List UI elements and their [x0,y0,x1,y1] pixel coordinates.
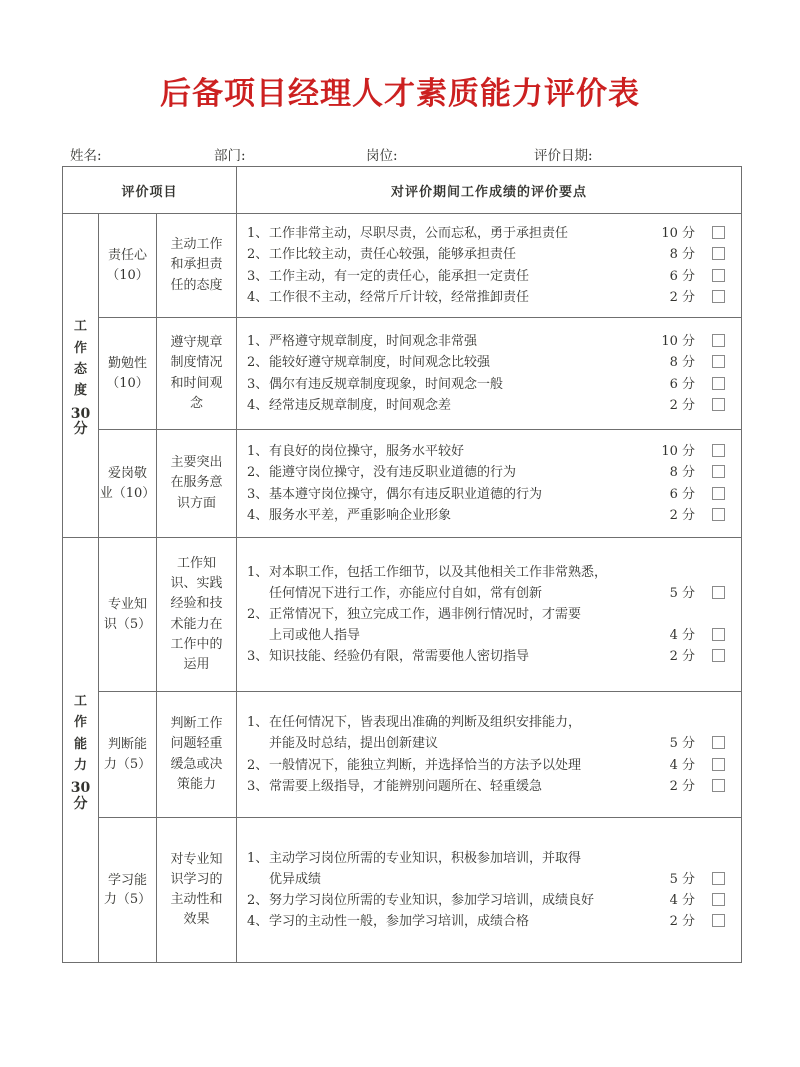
criteria-score: 10 分 [661,444,696,460]
checkbox-icon[interactable] [712,779,725,792]
checkbox-icon[interactable] [712,226,725,239]
criteria-checkbox-cell[interactable] [695,869,741,890]
checkbox-icon[interactable] [712,465,725,478]
criteria-score: 8 分 [669,465,696,481]
checkbox-icon[interactable] [712,398,725,411]
checkbox-icon[interactable] [712,247,725,260]
group-category-cell [63,538,99,963]
criteria-option-row[interactable] [247,776,741,797]
checkbox-icon[interactable] [712,290,725,303]
header-evaluation-criteria: 对评价期间工作成绩的评价要点 [237,167,742,214]
table-row [63,692,742,818]
criteria-score: 4 分 [669,893,696,908]
criteria-option-row[interactable] [247,374,741,395]
evaluation-item-description-cell: 对专业知 识学习的 主动性和 效果 [157,818,237,963]
evaluation-item-description-cell: 主动工作 和承担责 任的态度 [157,214,237,318]
criteria-checkbox-cell[interactable] [695,646,741,667]
criteria-text: 工作主动，有一定的责任心，能承担一定责任 [269,268,530,284]
criteria-text: 有良好的岗位操守，服务水平较好 [269,444,465,460]
criteria-score: 8 分 [669,247,696,263]
criteria-checkbox-cell[interactable] [695,484,741,505]
criteria-option-row[interactable] [247,266,741,287]
checkbox-icon[interactable] [712,758,725,771]
position-label: 岗位: [366,148,398,164]
evaluation-item-cell: 判断能 力（5） [99,692,157,818]
criteria-checkbox-cell[interactable] [695,244,741,265]
criteria-score: 4 分 [669,757,696,773]
criteria-number: 3、 [247,649,269,665]
criteria-checkbox-cell[interactable] [695,287,741,308]
criteria-checkbox-cell[interactable] [695,625,741,646]
info-row [62,144,742,162]
criteria-text: 严格遵守规章制度，时间观念非常强 [269,334,478,350]
criteria-cell [237,318,742,430]
criteria-cell [237,818,742,963]
criteria-number: 2、 [247,893,269,908]
criteria-score: 2 分 [669,649,696,665]
criteria-option-row[interactable] [247,890,741,911]
checkbox-icon[interactable] [712,487,725,500]
criteria-score: 5 分 [669,871,696,887]
criteria-cell [237,538,742,692]
criteria-text: 能遵守岗位操守，没有违反职业道德的行为 [269,465,517,481]
name-label: 姓名: [70,148,102,164]
group-category-score: 30 分 [70,405,91,438]
criteria-checkbox-cell[interactable] [695,395,741,416]
criteria-number: 2、 [247,465,269,481]
criteria-number: 1、 [247,564,269,580]
criteria-number: 4、 [247,507,269,523]
criteria-text: 经常违反规章制度，时间观念差 [269,397,452,413]
criteria-text: 一般情况下，能独立判断，并选择恰当的方法予以处理 [269,757,582,773]
checkbox-icon[interactable] [712,872,725,885]
criteria-option-row[interactable] [247,755,741,776]
criteria-checkbox-cell[interactable] [695,266,741,287]
criteria-text: 服务水平差，严重影响企业形象 [269,507,452,523]
criteria-cell [237,430,742,538]
criteria-text: 常需要上级指导，才能辨别问题所在、轻重缓急 [269,778,543,794]
evaluation-item-cell: 学习能 力（5） [99,818,157,963]
criteria-number: 3、 [247,486,269,502]
criteria-option-row[interactable] [247,223,741,244]
criteria-text: 工作很不主动，经常斤斤计较，经常推卸责任 [269,289,530,305]
criteria-number: 1、 [247,334,269,350]
criteria-checkbox-cell[interactable] [695,223,741,244]
criteria-score: 5 分 [669,585,696,601]
page-title: 后备项目经理人才素质能力评价表 [160,76,640,112]
criteria-text: 主动学习岗位所需的专业知识，积极参加培训，并取得 优异成绩 [269,850,582,887]
evaluation-item-description-cell: 判断工作 问题轻重 缓急或决 策能力 [157,692,237,818]
criteria-score: 2 分 [669,778,696,794]
criteria-text: 努力学习岗位所需的专业知识，参加学习培训，成绩良好 [269,893,595,908]
criteria-text: 工作比较主动，责任心较强，能够承担责任 [269,247,517,263]
criteria-number: 2、 [247,355,269,371]
criteria-option-row[interactable] [247,395,741,416]
group-category-score: 30 分 [70,780,91,812]
table-row [63,818,742,963]
checkbox-icon[interactable] [712,508,725,521]
criteria-cell [237,692,742,818]
criteria-option-row[interactable] [247,562,741,604]
evaluation-item-description-cell: 遵守规章 制度情况 和时间观 念 [157,318,237,430]
table-row [63,318,742,430]
criteria-checkbox-cell[interactable] [695,733,741,754]
checkbox-icon[interactable] [712,334,725,347]
evaluation-item-cell: 责任心 （10） [99,214,157,318]
criteria-checkbox-cell[interactable] [695,911,741,932]
criteria-score: 2 分 [669,397,696,413]
criteria-number: 3、 [247,778,269,794]
criteria-checkbox-cell[interactable] [695,462,741,483]
criteria-text: 工作非常主动，尽职尽责，公而忘私，勇于承担责任 [269,226,569,242]
criteria-text: 能较好遵守规章制度，时间观念比较强 [269,355,491,371]
evaluation-item-cell: 勤勉性 （10） [99,318,157,430]
criteria-option-row[interactable] [247,848,741,890]
criteria-number: 1、 [247,444,269,460]
table-row [63,214,742,318]
criteria-option-row[interactable] [247,462,741,483]
checkbox-icon[interactable] [712,444,725,457]
checkbox-icon[interactable] [712,628,725,641]
criteria-cell [237,214,742,318]
criteria-option-row[interactable] [247,352,741,373]
criteria-option-row[interactable] [247,505,741,526]
criteria-checkbox-cell[interactable] [695,583,741,604]
criteria-score: 4 分 [669,627,696,643]
evaluation-item-cell: 专业知 识（5） [99,538,157,692]
criteria-score: 2 分 [669,914,696,930]
checkbox-icon[interactable] [712,649,725,662]
criteria-checkbox-cell[interactable] [695,331,741,352]
criteria-checkbox-cell[interactable] [695,776,741,797]
criteria-text: 学习的主动性一般，参加学习培训，成绩合格 [269,914,530,930]
criteria-number: 1、 [247,226,269,242]
group-category-cell [63,214,99,538]
criteria-number: 2、 [247,606,269,622]
criteria-number: 2、 [247,247,269,263]
department-label: 部门: [214,148,246,164]
evaluation-item-cell: 爱岗敬 业（10） [99,430,157,538]
criteria-score: 6 分 [669,486,696,502]
criteria-option-row[interactable] [247,604,741,646]
table-header-row [63,167,742,214]
criteria-checkbox-cell[interactable] [695,890,741,911]
checkbox-icon[interactable] [712,355,725,368]
criteria-checkbox-cell[interactable] [695,505,741,526]
criteria-score: 2 分 [669,507,696,523]
criteria-number: 4、 [247,289,269,305]
checkbox-icon[interactable] [712,377,725,390]
criteria-option-row[interactable] [247,911,741,932]
criteria-text: 基本遵守岗位操守，偶尔有违反职业道德的行为 [269,486,543,502]
criteria-option-row[interactable] [247,712,741,754]
checkbox-icon[interactable] [712,269,725,282]
evaluation-table [62,166,742,963]
header-evaluation-item: 评价项目 [63,167,237,214]
criteria-score: 2 分 [669,289,696,305]
table-row [63,538,742,692]
criteria-text: 知识技能、经验仍有限，常需要他人密切指导 [269,649,530,665]
criteria-option-row[interactable] [247,331,741,352]
criteria-option-row[interactable] [247,287,741,308]
criteria-number: 2、 [247,757,269,773]
evaluation-date-label: 评价日期: [534,148,593,164]
criteria-checkbox-cell[interactable] [695,755,741,776]
criteria-checkbox-cell[interactable] [695,441,741,462]
criteria-option-row[interactable] [247,244,741,265]
criteria-option-row[interactable] [247,484,741,505]
group-category-name: 工 作 态 度 [73,319,87,399]
criteria-text: 偶尔有违反规章制度现象，时间观念一般 [269,376,504,392]
checkbox-icon[interactable] [712,736,725,749]
criteria-number: 1、 [247,715,269,731]
criteria-text: 正常情况下，独立完成工作，遇非例行情况时，才需要 上司或他人指导 [269,606,582,644]
criteria-text: 在任何情况下，皆表现出准确的判断及组织安排能力， 并能及时总结，提出创新建议 [269,715,582,752]
evaluation-item-description-cell: 工作知 识、实践 经验和技 术能力在 工作中的 运用 [157,538,237,692]
checkbox-icon[interactable] [712,586,725,599]
criteria-number: 1、 [247,850,269,866]
criteria-number: 4、 [247,397,269,413]
criteria-checkbox-cell[interactable] [695,374,741,395]
checkbox-icon[interactable] [712,914,725,927]
criteria-score: 5 分 [669,736,696,752]
evaluation-item-description-cell: 主要突出 在服务意 识方面 [157,430,237,538]
criteria-number: 3、 [247,268,269,284]
criteria-text: 对本职工作，包括工作细节，以及其他相关工作非常熟悉， 任何情况下进行工作，亦能应付自如，常有创新 [269,564,608,601]
criteria-score: 10 分 [661,226,696,242]
checkbox-icon[interactable] [712,893,725,906]
criteria-number: 3、 [247,376,269,392]
criteria-checkbox-cell[interactable] [695,352,741,373]
criteria-option-row[interactable] [247,646,741,667]
group-category-name: 工 作 能 力 [73,693,87,773]
criteria-score: 6 分 [669,376,696,392]
criteria-score: 8 分 [669,355,696,371]
criteria-score: 10 分 [661,334,696,350]
criteria-score: 6 分 [669,268,696,284]
table-row [63,430,742,538]
criteria-option-row[interactable] [247,441,741,462]
criteria-number: 4、 [247,914,269,930]
